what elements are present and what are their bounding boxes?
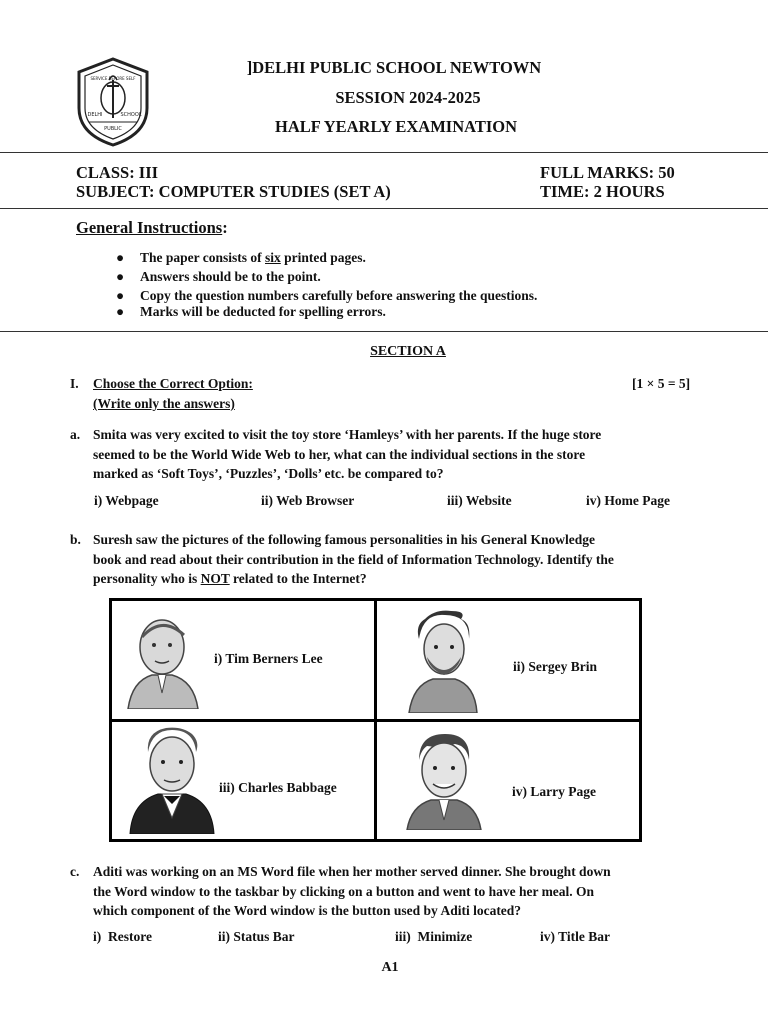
person-label-larry: iv) Larry Page — [512, 783, 596, 799]
instructions-title-text: General Instructions — [76, 218, 223, 237]
qc-label: c. — [70, 864, 80, 879]
full-marks-label: FULL MARKS: 50 — [540, 163, 675, 182]
qc-option-4: iv) Title Bar — [540, 929, 610, 944]
instructions-colon: : — [222, 218, 228, 237]
section-title: SECTION A — [370, 344, 446, 359]
class-label: CLASS: III — [76, 163, 159, 182]
person-cell — [111, 600, 376, 721]
qa-option-4: iv) Home Page — [586, 493, 670, 508]
qc-option-3: iii) Minimize — [395, 929, 473, 944]
person-cell — [376, 720, 641, 841]
person-label-charles: iii) Charles Babbage — [219, 779, 337, 795]
qa-text: Smita was very excited to visit the toy store ‘Hamleys’ with her parents. If the huge store seemed to be the World Wide Web to her, what can the individual sections in the store marked as ‘Soft Toys’, ‘Puzzles’, ‘Dolls’ etc. be compared to? — [93, 427, 602, 481]
question-subtitle: (Write only the answers) — [93, 396, 235, 411]
subject-label: SUBJECT: COMPUTER STUDIES (SET A) — [76, 182, 391, 201]
exam-title: HALF YEARLY EXAMINATION — [274, 117, 518, 136]
logo-motto: SERVICE BEFORE SELF — [90, 76, 136, 81]
qb-text: Suresh saw the pictures of the following famous personalities in his General Knowledge book and read about their contribution in the field of Information Technology. Identify the personality who is NOT related to the Internet? — [93, 532, 614, 586]
divider-top — [0, 152, 768, 153]
qc-option-2: ii) Status Bar — [218, 929, 295, 944]
session: SESSION 2024-2025 — [335, 88, 481, 107]
instruction-item: ● The paper consists of six printed pages. — [116, 250, 366, 265]
personalities-table — [109, 598, 642, 842]
page-code: A1 — [381, 960, 399, 975]
person-cell — [376, 600, 641, 721]
portrait-charles-babbage — [126, 726, 218, 834]
question-title: Choose the Correct Option: — [93, 376, 253, 391]
logo-text-school: SCHOOL — [120, 112, 142, 118]
instruction-item: ● Marks will be deducted for spelling errors. — [116, 304, 386, 319]
instructions-title — [76, 218, 228, 238]
question-marks: [1 × 5 = 5] — [632, 376, 691, 391]
qc-option-1: i) Restore — [93, 929, 152, 944]
divider-instructions — [0, 331, 768, 332]
qa-label: a. — [70, 427, 81, 442]
qc-text: Aditi was working on an MS Word file when her mother served dinner. She brought down the Word window to the taskbar by clicking on a button and went to have her meal. On which component of the Word window is the button used by Aditi located? — [93, 864, 611, 918]
person-label-sergey: ii) Sergey Brin — [513, 659, 597, 674]
logo-text-public: PUBLIC — [104, 126, 122, 132]
qa-option-1: i) Webpage — [94, 493, 159, 508]
time-label: TIME: 2 HOURS — [540, 182, 665, 201]
question-number: I. — [70, 376, 79, 391]
divider-meta — [0, 208, 768, 209]
school-name: ]DELHI PUBLIC SCHOOL NEWTOWN — [246, 58, 542, 77]
qa-option-2: ii) Web Browser — [261, 493, 355, 508]
logo-text-delhi: DELHI — [87, 112, 103, 118]
portrait-larry-page — [405, 728, 483, 830]
person-cell — [111, 720, 376, 841]
instruction-item: ● Copy the question numbers carefully before answering the questions. — [116, 288, 538, 303]
portrait-tim-berners-lee — [122, 609, 204, 709]
qa-option-3: iii) Website — [447, 493, 512, 508]
instructions-list — [116, 249, 537, 321]
portrait-sergey-brin — [405, 609, 481, 713]
person-label-tim: i) Tim Berners Lee — [214, 651, 323, 666]
qb-label: b. — [70, 532, 81, 547]
instruction-item: ● Answers should be to the point. — [116, 269, 321, 284]
